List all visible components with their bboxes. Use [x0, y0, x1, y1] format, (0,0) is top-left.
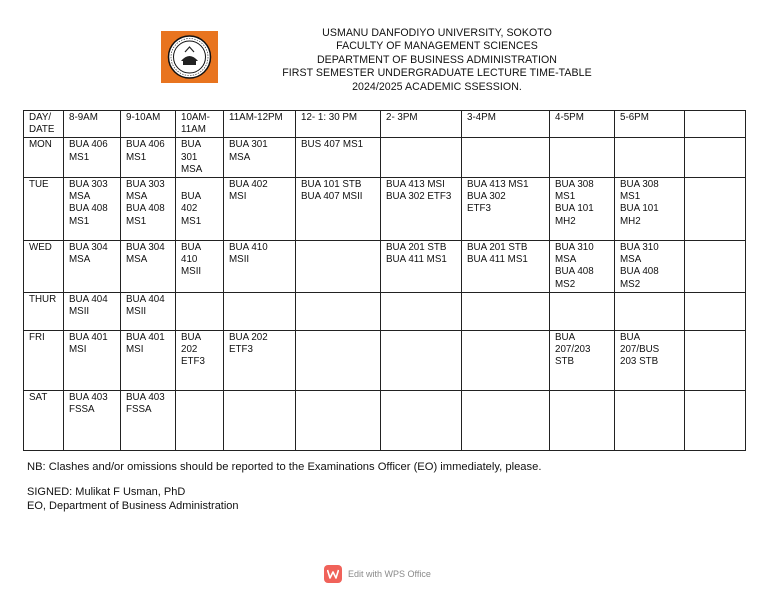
header-time-slot: 11AM-12PM — [224, 111, 296, 138]
timetable-cell: BUA 303 MSA BUA 408 MS1 — [64, 178, 121, 241]
timetable-cell: BUA 301 MSA — [224, 138, 296, 178]
timetable-cell: BUA 207/BUS 203 STB — [615, 330, 685, 390]
timetable-row-sat — [24, 390, 746, 450]
header-time-slot — [685, 111, 746, 138]
timetable-cell: BUA 310 MSA BUA 408 MS2 — [550, 241, 615, 293]
timetable-cell: BUA 202 ETF3 — [176, 330, 224, 390]
timetable-cell — [615, 138, 685, 178]
timetable-title: FIRST SEMESTER UNDERGRADUATE LECTURE TIME-TABLE — [282, 67, 592, 80]
timetable-cell — [296, 330, 381, 390]
timetable-cell: BUA 207/203 STB — [550, 330, 615, 390]
timetable-cell: BUA 101 STB BUA 407 MSII — [296, 178, 381, 241]
timetable-cell: BUA 410 MSII — [224, 241, 296, 293]
timetable-cell — [224, 292, 296, 330]
timetable-header-row — [24, 111, 746, 138]
header-time-slot: 4-5PM — [550, 111, 615, 138]
timetable-cell: BUA 201 STB BUA 411 MS1 — [462, 241, 550, 293]
header-time-slot: 8-9AM — [64, 111, 121, 138]
timetable-cell: BUA 401 MSI — [64, 330, 121, 390]
timetable-cell — [381, 390, 462, 450]
timetable-cell — [462, 330, 550, 390]
header-time-slot: 3-4PM — [462, 111, 550, 138]
timetable-cell: BUA 310 MSA BUA 408 MS2 — [615, 241, 685, 293]
faculty-name: FACULTY OF MANAGEMENT SCIENCES — [336, 40, 538, 53]
day-label: SAT — [24, 390, 64, 450]
timetable-cell: BUA 304 MSA — [121, 241, 176, 293]
wps-logo-icon — [324, 565, 342, 583]
timetable-cell: BUA 301 MSA — [176, 138, 224, 178]
timetable-cell: BUA 403 FSSA — [121, 390, 176, 450]
timetable-row-fri — [24, 330, 746, 390]
university-name: USMANU DANFODIYO UNIVERSITY, SOKOTO — [322, 27, 552, 39]
department-name: DEPARTMENT OF BUSINESS ADMINISTRATION — [316, 53, 558, 66]
timetable-cell — [381, 138, 462, 178]
signer-title: EO, Department of Business Administration — [27, 500, 239, 513]
header-time-slot: 2- 3PM — [381, 111, 462, 138]
day-label: MON — [24, 138, 64, 178]
header-time-slot: 12- 1: 30 PM — [296, 111, 381, 138]
day-label: THUR — [24, 292, 64, 330]
timetable-cell: BUA 304 MSA — [64, 241, 121, 293]
timetable-cell — [381, 330, 462, 390]
timetable-row-tue — [24, 178, 746, 241]
timetable-cell: BUA 404 MSII — [64, 292, 121, 330]
timetable-cell — [615, 292, 685, 330]
timetable-cell — [550, 390, 615, 450]
timetable-cell: BUA 303 MSA BUA 408 MS1 — [121, 178, 176, 241]
header-time-slot: 10AM- 11AM — [176, 111, 224, 138]
timetable-cell — [550, 292, 615, 330]
day-label: WED — [24, 241, 64, 293]
timetable-cell: BUA 413 MSI BUA 302 ETF3 — [381, 178, 462, 241]
signature-block — [27, 485, 239, 514]
wps-watermark[interactable] — [324, 565, 431, 583]
document-header — [262, 27, 612, 94]
header-time-slot: 5-6PM — [615, 111, 685, 138]
timetable-cell: BUA 402 MS1 — [176, 178, 224, 241]
session-label: 2024/2025 ACADEMIC SSESSION. — [352, 80, 522, 93]
timetable-cell: BUA 401 MSI — [121, 330, 176, 390]
timetable-cell — [550, 138, 615, 178]
signed-by: SIGNED: Mulikat F Usman, PhD — [27, 486, 186, 498]
timetable-cell — [224, 390, 296, 450]
timetable-cell — [462, 138, 550, 178]
timetable-cell: BUA 404 MSII — [121, 292, 176, 330]
university-seal-icon — [161, 31, 218, 83]
timetable-cell: BUA 403 FSSA — [64, 390, 121, 450]
timetable-row-wed — [24, 241, 746, 293]
timetable-cell: BUA 202 ETF3 — [224, 330, 296, 390]
timetable-cell — [685, 241, 746, 293]
timetable-cell — [381, 292, 462, 330]
header-day-date: DAY/ DATE — [24, 111, 64, 138]
timetable-cell — [615, 390, 685, 450]
timetable-cell — [296, 390, 381, 450]
timetable-cell — [176, 390, 224, 450]
lecture-timetable — [23, 110, 746, 451]
timetable-cell: BUA 406 MS1 — [121, 138, 176, 178]
timetable-cell — [685, 138, 746, 178]
timetable-cell — [296, 292, 381, 330]
timetable-cell — [685, 330, 746, 390]
clash-note: NB: Clashes and/or omissions should be reported to the Examinations Officer (EO) immediately, please. — [27, 461, 542, 473]
timetable-cell — [685, 390, 746, 450]
university-logo — [161, 31, 218, 83]
day-label: TUE — [24, 178, 64, 241]
timetable-cell: BUA 402 MSI — [224, 178, 296, 241]
timetable-cell — [176, 292, 224, 330]
timetable-cell: BUS 407 MS1 — [296, 138, 381, 178]
header-time-slot: 9-10AM — [121, 111, 176, 138]
timetable-cell: BUA 406 MS1 — [64, 138, 121, 178]
day-label: FRI — [24, 330, 64, 390]
timetable-cell — [462, 292, 550, 330]
timetable-row-mon — [24, 138, 746, 178]
timetable-cell: BUA 410 MSII — [176, 241, 224, 293]
timetable-cell: BUA 308 MS1 BUA 101 MH2 — [615, 178, 685, 241]
timetable-cell: BUA 201 STB BUA 411 MS1 — [381, 241, 462, 293]
timetable-cell — [296, 241, 381, 293]
timetable-cell — [462, 390, 550, 450]
timetable-row-thur — [24, 292, 746, 330]
timetable-cell — [685, 292, 746, 330]
timetable-cell: BUA 413 MS1 BUA 302 ETF3 — [462, 178, 550, 241]
timetable-cell: BUA 308 MS1 BUA 101 MH2 — [550, 178, 615, 241]
wps-edit-label: Edit with WPS Office — [348, 569, 431, 579]
timetable-cell — [685, 178, 746, 241]
